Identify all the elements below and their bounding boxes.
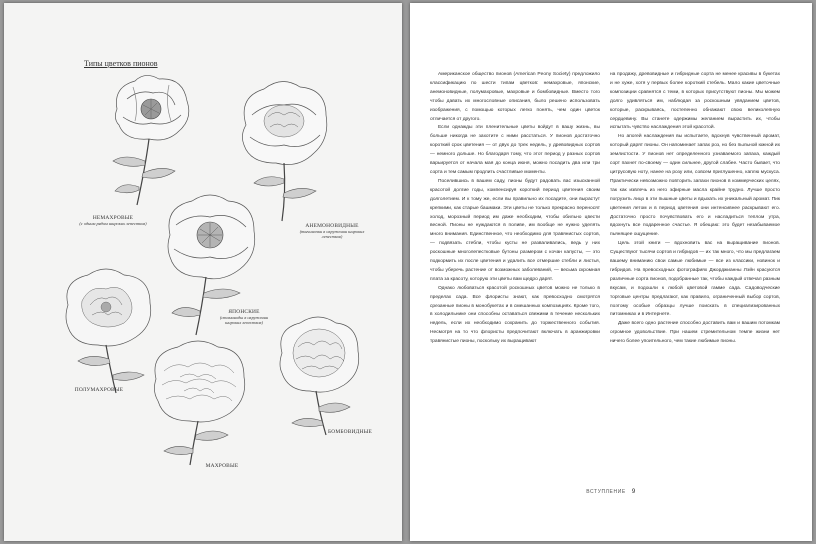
paragraph: Цель этой книги — вдохновить вас на выращивание пионов. Существуют тысячи сортов и гибридов — их так много, что мы предлагаем вашему вниманию свои самые любимые — все из классики, новинок и гибридов. На превосходных фотографиях Джорджианны Лэйн красуются различные сорта пионов, подобранные так, чтобы каждый отвечал разным вкусам, и подошли к любой цветовой гамме сада. Садоводческие торговые центры предлагают, как правило, ограниченный выбор сортов, поэтому особые образцы лучше поискать в специализированных питомниках и в Интернете. (610, 241, 780, 318)
right-page (410, 3, 812, 541)
caption-double-name: МАХРОВЫЕ (205, 463, 239, 469)
page-number: 9 (631, 489, 636, 495)
caption-single-name: НЕМАХРОВЫЕ (92, 215, 134, 221)
caption-japanese-note: (стаминоды в окружении широких лепестков) (219, 315, 269, 325)
caption-double (192, 463, 252, 469)
caption-semi-double (64, 387, 134, 393)
caption-anemone-name: АНЕМОНОВИДНЫЕ (305, 223, 359, 229)
left-page (4, 3, 402, 541)
single-peony-illustration (109, 69, 195, 209)
caption-anemone (294, 223, 370, 239)
folio (410, 489, 812, 495)
double-peony-illustration (150, 337, 248, 467)
caption-anemone-note: (тычиночки в окружении широких лепестков) (299, 229, 365, 239)
caption-japanese (216, 309, 272, 325)
paragraph: Даже всего одно растение способно доставить вам и вашим потомкам огромное удовольствие. При нашем стремительном темпе жизни нет ничего более упоительного, чем такие любимые пионы. (610, 321, 780, 345)
folio-label: ВСТУПЛЕНИЕ (586, 489, 626, 495)
caption-semi-double-name: ПОЛУМАХРОВЫЕ (74, 387, 124, 393)
paragraph: Однако любоваться красотой роскошных цветов можно не только в пределах сада. Все флористы знают, как превосходно смотрятся срезанные пионы в монобукетах и в смешанных композициях. Кроме того, в холодильнике они способны оставаться свежими в течение нескольких недель, если их необходимо сохранить до торжественного события. Несмотря на то что флористы предпочитают включать в аранжировки травянистые пионы, поскольку их выращивают (430, 285, 600, 345)
paragraph: Американское общество пионов (American Peony Society) предложило классификацию по шести типам цветков: немахровые, японские, анемоновидные, полумахровые, махровые и бомбовидные. Вместо того чтобы давать их многословные описания, было решено использовать изображения, с помощью которых легко понять, чем один цветок отличается от другого. (430, 72, 600, 122)
caption-single (78, 215, 148, 226)
plate-title: Типы цветков пионов (84, 59, 158, 68)
caption-single-note: (с одним рядом широких лепестков) (79, 221, 147, 226)
text-column-right (610, 71, 780, 347)
text-column-left (430, 71, 600, 347)
semi-double-peony-illustration (60, 265, 154, 395)
caption-bomb (320, 429, 380, 435)
paragraph: на продажу, древовидные и гибридные сорта не менее красивы в букетах и не хуже, хотя у первых более короткий стебель. Мало какие цветочные композиции сравнятся с теми, в которых присутствуют пионы. Мы можем долго удивляться им, наблюдая за роскошным увяданием цветов, которые, раскрываясь, постепенно обнажают свою великолепную сердцевину. Вы станете одержимы желанием вырастить их, чтобы испытать чувство наслаждения этой красотой. (610, 72, 780, 131)
paragraph: Но апогей наслаждения вы испытаете, вдохнув чувственный аромат, который дарят пионы. Он напоминает запах роз, но без пыльной южной их землистости. У пионов нет определенного узнаваемого запаха, каждый сорт пахнет по-своему — один сильнее, другой слабее. Часто бывает, что цитрусовую ноту, нанее на розу или, совсем приглушенно, каплю мускуса. Практически невозможно повторить запахи пионов в коммерческих целях, так как извлечь из него эфирные масла крайне трудно. Лучше просто погрузить лицо в эти пышные цветы и вдыхать их уникальный аромат. Пик цветения летом и в период цветения они интенсивнее раскрывают его. Достаточно просто почувствовать его и насладиться теплом утра, вдохнуть все подаренное счастье. Я обещаю: это будет незабываемое пьянящее ощущение. (610, 134, 780, 238)
bomb-peony-illustration (276, 313, 360, 437)
caption-japanese-name: ЯПОНСКИЕ (228, 309, 260, 315)
paragraph: Поселившись в вашем саду, пионы будут радовать вас изысканной красотой долгие годы, компенсируя короткий период цветения своим долголетием. И к тому же, если вы правильно их посадите, они вырастут крепкими, как старые башмаки. Эти цветы не только прекрасно переносят холод, морозный период им даже необходим, чтобы обильно цвести весной. Пионы не нуждаются в поливе, им вообще не нужно уделять много внимания. Единственное, что необходимо для травянистых сортов, — подвязать стебли, чтобы кусты не разваливались, ведь у них роскошные многолепестковые бутоны размером с кочан капусты, — это подкормить их после цветения и удалить все отмершие стебли и листья, чтобы уберечь растение от возможных заболеваний, — весьма скромная плата за красоту, которую эти цветы вам щедро дарят. (430, 178, 600, 282)
paragraph: Если однажды эти пленительные цветы войдут в вашу жизнь, вы больше никогда не захотите с ними расстаться. У пионов достаточно короткий срок цветения — от двух до трех недель, у древовидных сортов — немного дольше. Но благодаря тому, что этот период у разных сортов варьируется от начала мая до конца июня, можно посадить два или три сорта и тем самым продлить счастливые моменты. (430, 125, 600, 175)
caption-bomb-name: БОМБОВИДНЫЕ (328, 429, 372, 435)
